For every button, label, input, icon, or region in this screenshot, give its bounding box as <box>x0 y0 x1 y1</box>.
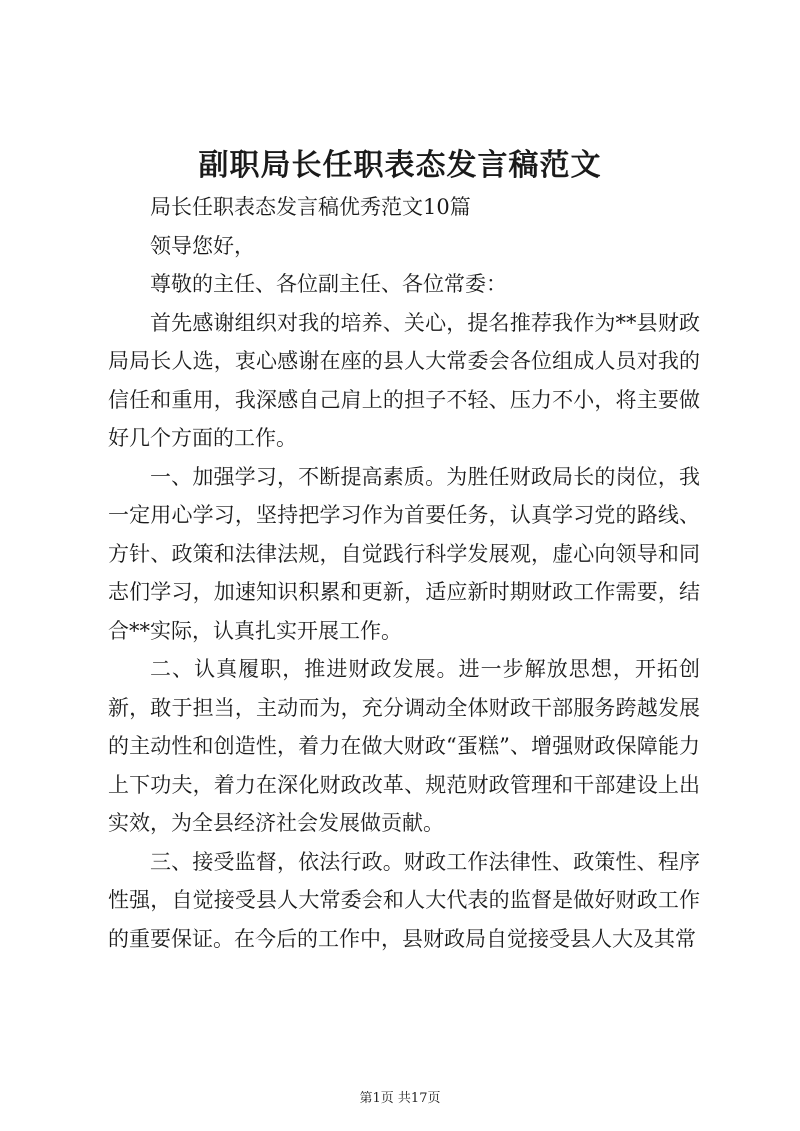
page-footer: 第1页 共17页 <box>359 1091 441 1106</box>
document-body <box>108 188 700 958</box>
paragraph-intro: 首先感谢组织对我的培养、关心，提名推荐我作为**县财政局局长人选，衷心感谢在座的县人大常委会各位组成人员对我的信任和重用，我深感自己肩上的担子不轻、压力不小，将主要做好几个方面的工作。 <box>108 310 700 450</box>
paragraph-point-1: 一、加强学习，不断提高素质。为胜任财政局长的岗位，我一定用心学习，坚持把学习作为首要任务，认真学习党的路线、方针、政策和法律法规，自觉践行科学发展观，虚心向领导和同志们学习，加速知识积累和更新，适应新时期财政工作需要，结合**实际，认真扎实开展工作。 <box>108 464 700 643</box>
salutation-line: 尊敬的主任、各位副主任、各位常委： <box>150 272 507 296</box>
document-title: 副职局长任职表态发言稿范文 <box>198 148 602 183</box>
paragraph-point-3: 三、接受监督，依法行政。财政工作法律性、政策性、程序性强，自觉接受县人大常委会和人大代表的监督是做好财政工作的重要保证。在今后的工作中，县财政局自觉接受县人大及其常 <box>108 849 700 951</box>
subtitle-line: 局长任职表态发言稿优秀范文10篇 <box>150 195 471 219</box>
paragraph-point-2: 二、认真履职，推进财政发展。进一步解放思想，开拓创新，敢于担当，主动而为，充分调动全体财政干部服务跨越发展的主动性和创造性，着力在做大财政“蛋糕”、增强财政保障能力上下功夫，着力在深化财政改革、规范财政管理和干部建设上出实效，为全县经济社会发展做贡献。 <box>108 657 700 835</box>
greeting-line: 领导您好， <box>150 233 255 258</box>
